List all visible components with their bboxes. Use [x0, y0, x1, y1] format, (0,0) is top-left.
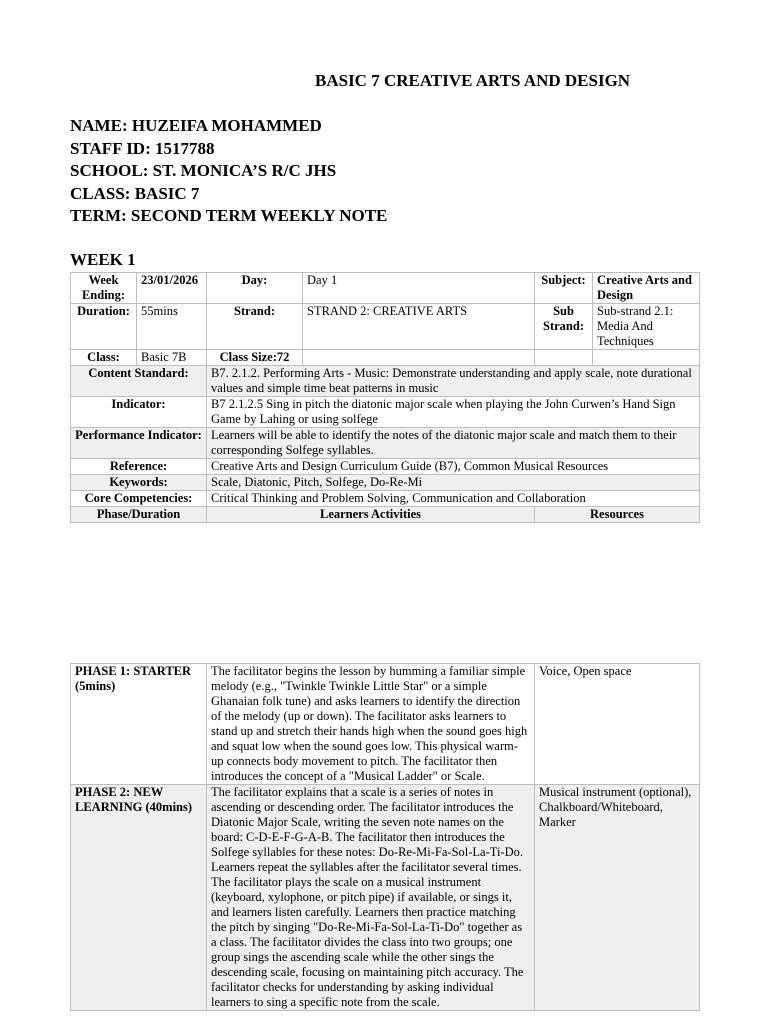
reference-value: Creative Arts and Design Curriculum Guide (B7), Common Musical Resources — [207, 459, 700, 475]
phase-2-label: PHASE 2: NEW LEARNING (40mins) — [71, 785, 207, 1011]
subject-value: Creative Arts and Design — [593, 273, 700, 304]
table-row — [71, 350, 700, 366]
table-row — [71, 304, 700, 350]
table-row — [71, 475, 700, 491]
phase-1-resources: Voice, Open space — [535, 664, 700, 785]
week-ending-label: Week Ending: — [71, 273, 137, 304]
strand-value: STRAND 2: CREATIVE ARTS — [303, 304, 535, 350]
content-standard-label: Content Standard: — [71, 366, 207, 397]
table-row — [71, 397, 700, 428]
table-row — [71, 491, 700, 507]
content-standard-value: B7. 2.1.2. Performing Arts - Music: Demonstrate understanding and apply scale, note durational values and simple time beat patterns in music — [207, 366, 700, 397]
empty-cell — [535, 350, 593, 366]
table-row — [71, 459, 700, 475]
teacher-name: NAME: HUZEIFA MOHAMMED — [70, 116, 322, 135]
school-name: SCHOOL: ST. MONICA’S R/C JHS — [70, 161, 337, 180]
table-row — [71, 785, 700, 1011]
table-row — [71, 507, 700, 523]
table-row — [71, 273, 700, 304]
phase-2-activities: The facilitator explains that a scale is a series of notes in ascending or descending order. The facilitator introduces the Diatonic Major Scale, writing the seven note names on the board: C-D-E-F-G-A-B. The facilitator then introduces the Solfege syllables for these notes: Do-Re-Mi-Fa-Sol-La-Ti-Do. Learners repeat the syllables after the facilitator several times. The facilitator plays the scale on a musical instrument (keyboard, xylophone, or pitch pipe) if available, or sings it, and learners listen carefully. Learners then practice matching the pitch by singing "Do-Re-Mi-Fa-Sol-La-Ti-Do" together as a class. The facilitator divides the class into two groups; one group sings the ascending scale while the other sings the descending scale, focusing on maintaining pitch accuracy. The facilitator checks for understanding by asking individual learners to sing a specific note from the scale. — [207, 785, 535, 1011]
indicator-label: Indicator: — [71, 397, 207, 428]
resources-column-header: Resources — [535, 507, 700, 523]
phase-1-label: PHASE 1: STARTER (5mins) — [71, 664, 207, 785]
performance-indicator-label: Performance Indicator: — [71, 428, 207, 459]
week-heading: WEEK 1 — [70, 250, 136, 269]
table-row — [71, 366, 700, 397]
day-value: Day 1 — [303, 273, 535, 304]
empty-cell — [303, 350, 535, 366]
phase-2-resources: Musical instrument (optional), Chalkboard/Whiteboard, Marker — [535, 785, 700, 1011]
day-label: Day: — [207, 273, 303, 304]
duration-label: Duration: — [71, 304, 137, 350]
core-competencies-label: Core Competencies: — [71, 491, 207, 507]
indicator-value: B7 2.1.2.5 Sing in pitch the diatonic major scale when playing the John Curwen’s Hand Sign Game by Lahing or using solfege — [207, 397, 700, 428]
activities-column-header: Learners Activities — [207, 507, 535, 523]
phase-column-header: Phase/Duration — [71, 507, 207, 523]
phases-table — [70, 663, 700, 1011]
class-size: Class Size:72 — [207, 350, 303, 366]
sub-strand-label: Sub Strand: — [535, 304, 593, 350]
empty-cell — [593, 350, 700, 366]
table-row — [71, 428, 700, 459]
lesson-details-table — [70, 272, 700, 523]
reference-label: Reference: — [71, 459, 207, 475]
class-value: Basic 7B — [137, 350, 207, 366]
term-name: TERM: SECOND TERM WEEKLY NOTE — [70, 206, 388, 225]
sub-strand-value: Sub-strand 2.1: Media And Techniques — [593, 304, 700, 350]
keywords-label: Keywords: — [71, 475, 207, 491]
table-row — [71, 664, 700, 785]
keywords-value: Scale, Diatonic, Pitch, Solfege, Do-Re-Mi — [207, 475, 700, 491]
phase-1-activities: The facilitator begins the lesson by humming a familiar simple melody (e.g., "Twinkle Twinkle Little Star" or a simple Ghanaian folk tune) and asks learners to identify the direction of the melody (up or down). The facilitator asks learners to stand up and stretch their hands high when the sound goes high and squat low when the sound goes low. This physical warm-up connects body movement to pitch. The facilitator then introduces the concept of a "Musical Ladder" or Scale. — [207, 664, 535, 785]
performance-indicator-value: Learners will be able to identify the notes of the diatonic major scale and match them to their corresponding Solfege syllables. — [207, 428, 700, 459]
core-competencies-value: Critical Thinking and Problem Solving, Communication and Collaboration — [207, 491, 700, 507]
document-title: BASIC 7 CREATIVE ARTS AND DESIGN — [315, 71, 631, 90]
duration-value: 55mins — [137, 304, 207, 350]
teacher-info — [70, 115, 387, 228]
strand-label: Strand: — [207, 304, 303, 350]
class-name: CLASS: BASIC 7 — [70, 183, 200, 203]
staff-id: STAFF ID: 1517788 — [70, 138, 215, 158]
subject-label: Subject: — [535, 273, 593, 304]
class-label: Class: — [71, 350, 137, 366]
week-ending-value: 23/01/2026 — [137, 273, 207, 304]
